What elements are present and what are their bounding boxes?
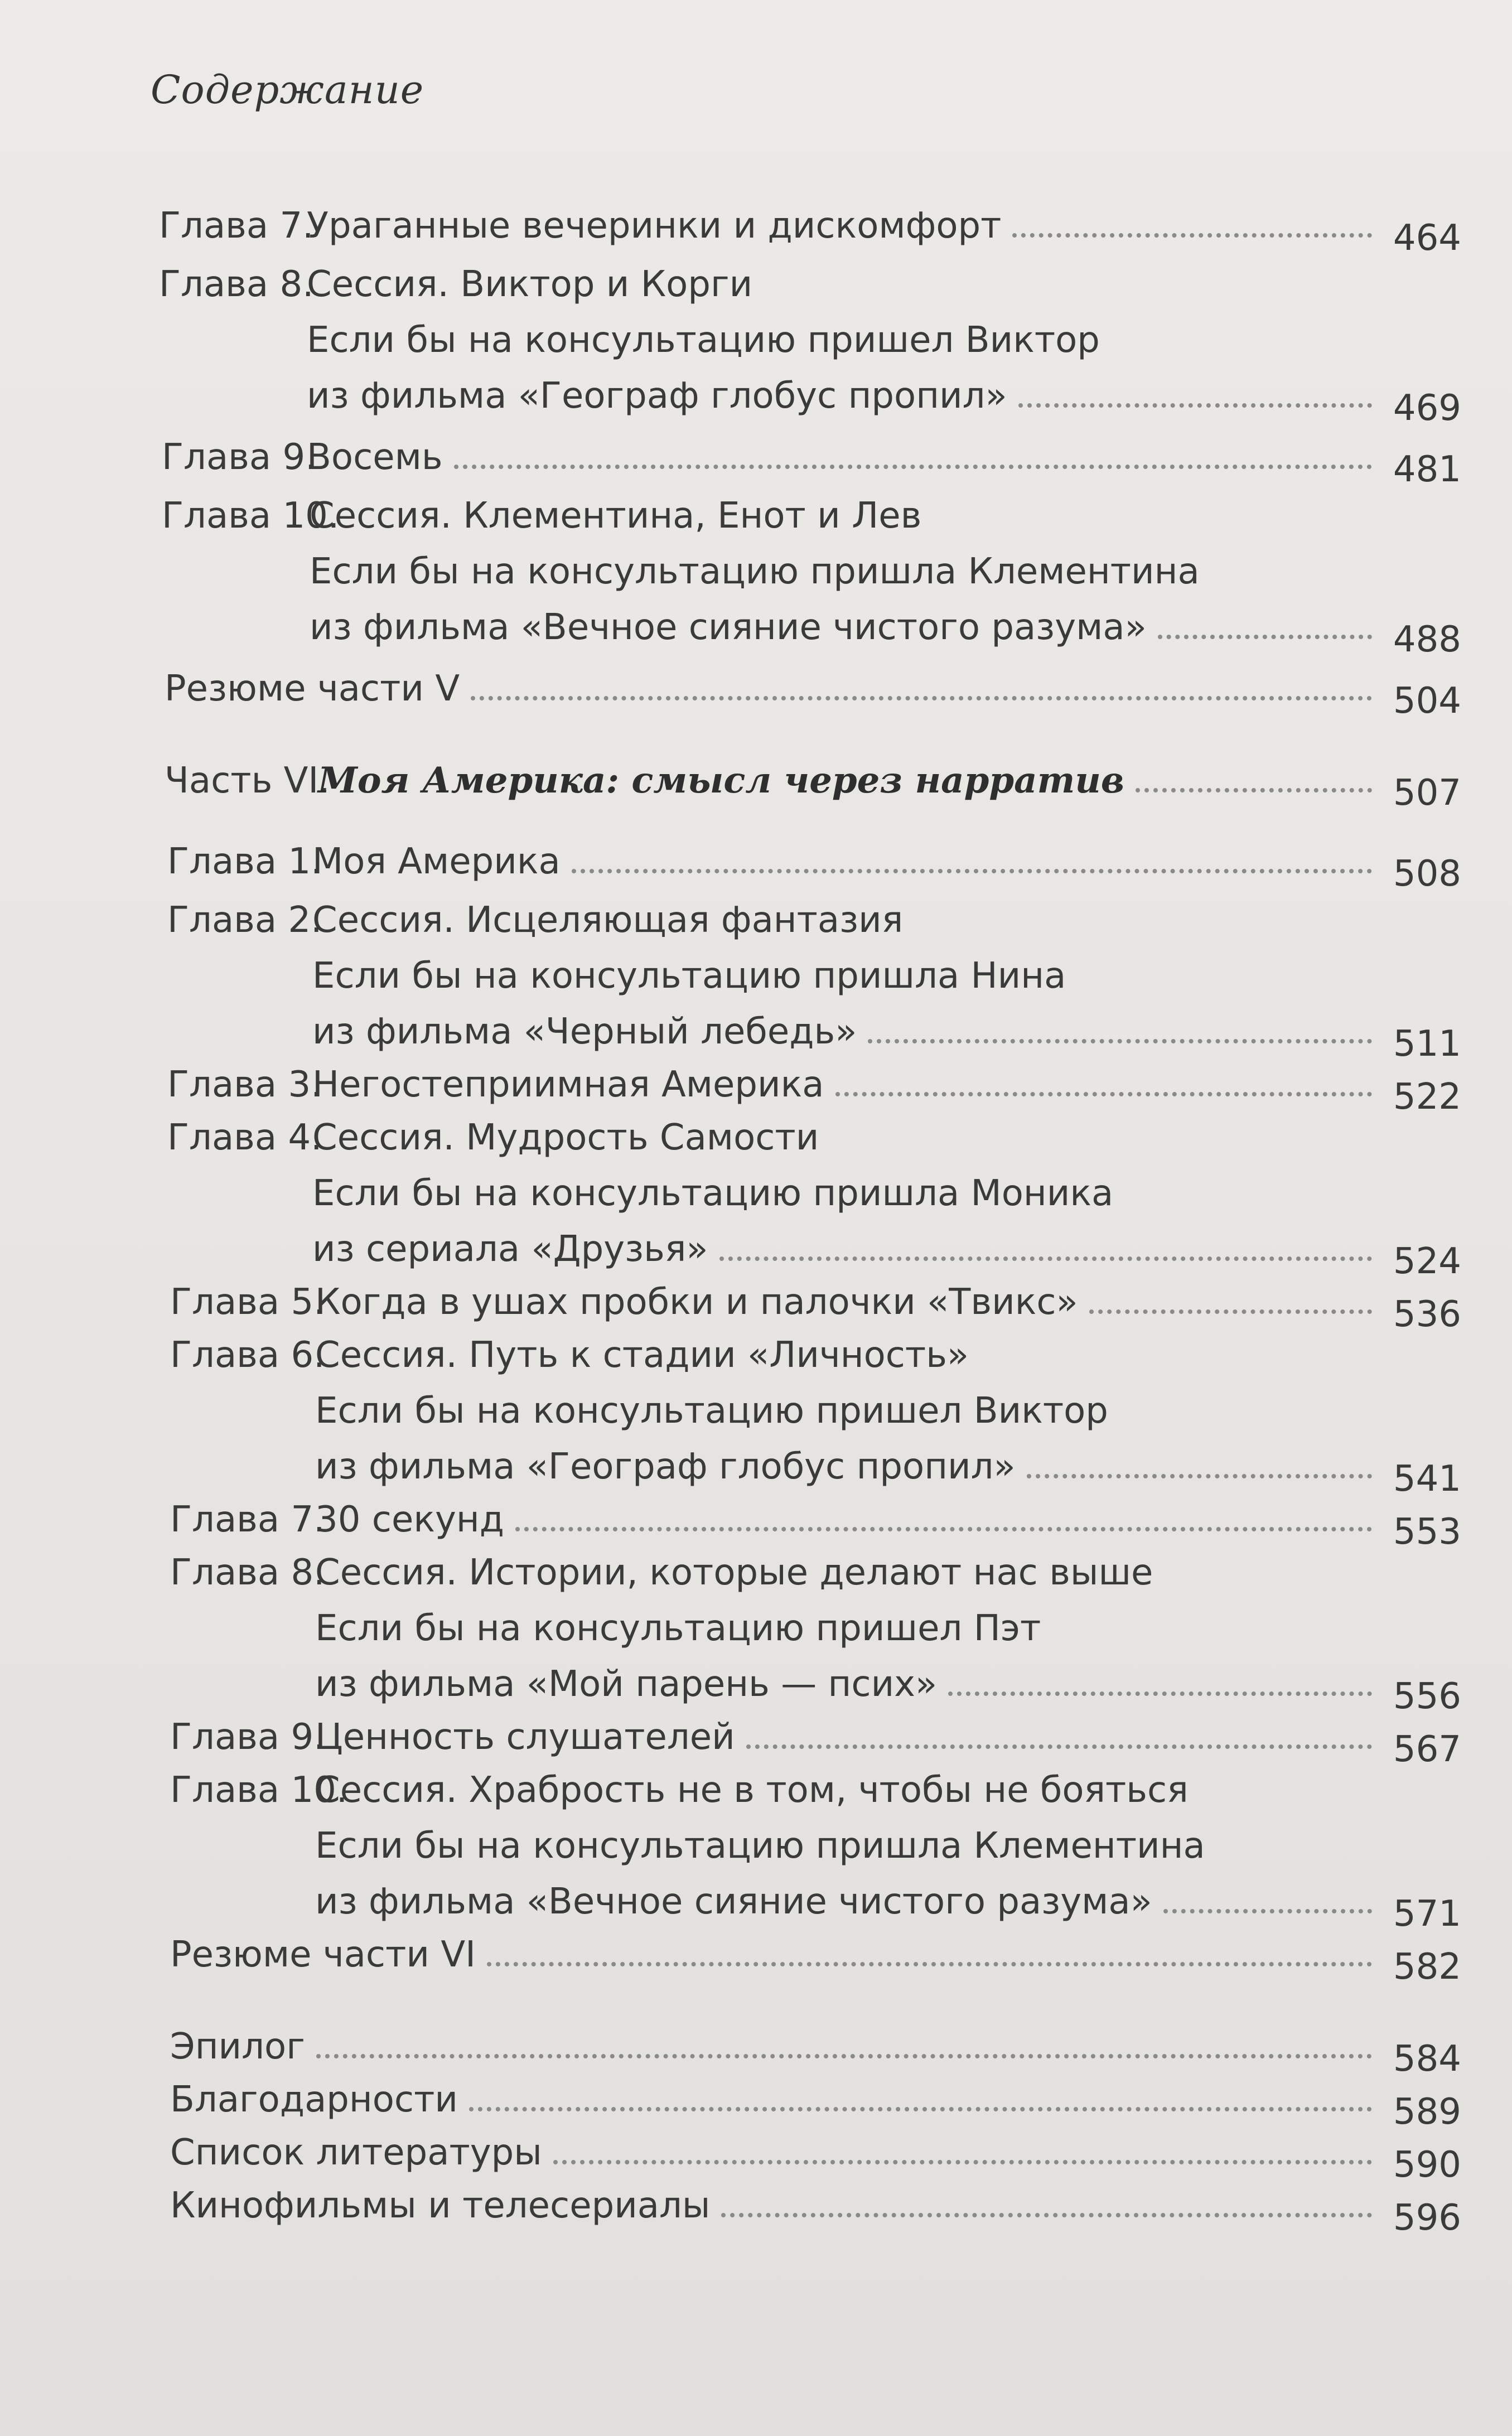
toc-entry-line[interactable] <box>0 432 1512 490</box>
entry-title: Если бы на консультацию пришла Клементина <box>315 1825 1205 1867</box>
entry-label-text: Глава 10. <box>162 495 340 536</box>
entry-label-text: Глава 8. <box>170 1552 325 1593</box>
entry-label-text: Глава 2. <box>167 900 322 941</box>
dot-leader <box>719 1256 1373 1261</box>
toc-entry-line[interactable] <box>0 547 1512 597</box>
entry-title: Если бы на консультацию пришла Клементина <box>310 551 1200 592</box>
entry-label-text: Глава 1. <box>167 841 322 882</box>
toc-entry-line[interactable] <box>0 1712 1512 1770</box>
entry-title: из фильма «Географ глобус пропил» <box>315 1446 1016 1487</box>
page-number: 524 <box>1393 1241 1461 1282</box>
toc-entry-line[interactable] <box>0 895 1512 945</box>
dot-leader <box>1012 233 1372 238</box>
entry-title: Ураганные вечеринки и дискомфорт <box>307 205 1002 246</box>
dot-leader <box>316 2054 1372 2058</box>
toc-entry-line[interactable] <box>0 315 1512 365</box>
page-number: 596 <box>1393 2197 1461 2239</box>
toc-entry-line[interactable] <box>0 1930 1512 1988</box>
toc-entry-line[interactable] <box>0 1765 1512 1815</box>
toc-entry-line[interactable] <box>0 2128 1512 2186</box>
entry-title: Восемь <box>307 437 443 478</box>
page-number: 541 <box>1393 1458 1461 1500</box>
page-number: 522 <box>1393 1076 1461 1118</box>
dot-leader <box>553 2160 1372 2164</box>
toc-entry-line[interactable] <box>0 2022 1512 2080</box>
page-number: 504 <box>1393 680 1461 722</box>
entry-label-text: Глава 7. <box>159 205 314 246</box>
entry-title: Кинофильмы и телесериалы <box>170 2185 711 2226</box>
entry-label-text: Глава 5. <box>170 1282 325 1323</box>
toc-entry-line[interactable] <box>0 1330 1512 1380</box>
toc-entry-line[interactable] <box>0 2075 1512 2133</box>
toc-entry-line[interactable] <box>0 201 1512 259</box>
entry-title: из фильма «Вечное сияние чистого разума» <box>310 607 1147 648</box>
page-number: 536 <box>1393 1294 1461 1335</box>
page-number: 507 <box>1393 772 1461 814</box>
entry-title: Если бы на консультацию пришла Моника <box>312 1173 1114 1214</box>
dot-leader <box>454 465 1372 469</box>
toc-entry-line[interactable] <box>0 951 1512 1001</box>
toc-entry-line[interactable] <box>0 664 1512 722</box>
entry-title: Сессия. Храбрость не в том, чтобы не бояться <box>315 1770 1189 1811</box>
entry-title: Если бы на консультацию пришел Виктор <box>315 1390 1108 1432</box>
entry-label-text: Глава 4. <box>167 1117 322 1158</box>
toc-entry-line[interactable] <box>0 1224 1512 1282</box>
entry-title: Благодарности <box>170 2079 458 2120</box>
page-header: Содержание <box>151 67 424 113</box>
entry-title: из фильма «Черный лебедь» <box>312 1011 857 1052</box>
toc-entry-line[interactable] <box>0 1548 1512 1598</box>
page-number: 556 <box>1393 1676 1461 1717</box>
entry-title: Резюме части VI <box>170 1934 476 1975</box>
toc-entry-line[interactable] <box>0 1495 1512 1553</box>
toc-entry-line[interactable] <box>0 1659 1512 1717</box>
toc-entry-line[interactable] <box>0 1277 1512 1335</box>
dot-leader <box>515 1527 1372 1531</box>
page-number: 488 <box>1393 619 1461 660</box>
entry-title: Сессия. Истории, которые делают нас выше <box>315 1552 1153 1593</box>
toc-entry-line[interactable] <box>0 1603 1512 1654</box>
page-number: 582 <box>1393 1946 1461 1988</box>
page-number: 511 <box>1393 1023 1461 1065</box>
entry-title: Эпилог <box>170 2026 305 2067</box>
toc-entry-line[interactable] <box>0 491 1512 541</box>
entry-title: Если бы на консультацию пришел Виктор <box>307 320 1100 361</box>
page-number: 464 <box>1393 218 1461 259</box>
entry-title: Если бы на консультацию пришел Пэт <box>315 1608 1041 1649</box>
entry-title: из фильма «Мой парень — псих» <box>315 1664 938 1705</box>
entry-title: Когда в ушах пробки и палочки «Твикс» <box>315 1282 1078 1323</box>
dot-leader <box>1027 1474 1372 1478</box>
toc-entry-line[interactable] <box>0 1386 1512 1436</box>
dot-leader <box>868 1039 1372 1043</box>
dot-leader <box>487 1962 1372 1966</box>
page-number: 590 <box>1393 2144 1461 2186</box>
entry-label-text: Глава 3. <box>167 1064 322 1105</box>
dot-leader <box>471 696 1372 700</box>
entry-title: Если бы на консультацию пришла Нина <box>312 955 1066 997</box>
entry-title: Сессия. Клементина, Енот и Лев <box>310 495 922 536</box>
dot-leader <box>469 2107 1372 2111</box>
page-number: 469 <box>1393 388 1461 429</box>
entry-label-text: Глава 9. <box>170 1717 325 1758</box>
entry-title: 30 секунд <box>315 1499 504 1540</box>
toc-entry-line[interactable] <box>0 1168 1512 1219</box>
entry-title: Список литературы <box>170 2132 542 2173</box>
dot-leader <box>835 1092 1373 1096</box>
dot-leader <box>721 2213 1372 2217</box>
entry-title: Ценность слушателей <box>315 1717 735 1758</box>
entry-title: Моя Америка: смысл через нарратив <box>318 760 1124 801</box>
toc-entry-line[interactable] <box>0 602 1512 660</box>
dot-leader <box>1158 635 1372 639</box>
toc-entry-line[interactable] <box>0 1060 1512 1118</box>
entry-label-text: Глава 7. <box>170 1499 325 1540</box>
toc-entry-line[interactable] <box>0 1442 1512 1500</box>
entry-title: Сессия. Мудрость Самости <box>312 1117 819 1158</box>
dot-leader <box>1163 1909 1372 1913</box>
entry-label-text: Глава 10. <box>170 1770 348 1811</box>
toc-entry-line[interactable] <box>0 2181 1512 2239</box>
page-number: 508 <box>1393 853 1461 895</box>
page-number: 571 <box>1393 1893 1461 1935</box>
dot-leader <box>746 1744 1372 1749</box>
entry-title: Негостеприимная Америка <box>312 1064 824 1105</box>
entry-title: Сессия. Исцеляющая фантазия <box>312 900 904 941</box>
entry-title: Сессия. Путь к стадии «Личность» <box>315 1335 969 1376</box>
entry-label-text: Часть VI. <box>165 760 330 801</box>
entry-title: из сериала «Друзья» <box>312 1229 708 1270</box>
toc-entry-line[interactable] <box>0 259 1512 310</box>
dot-leader <box>1136 788 1372 792</box>
entry-title: из фильма «Вечное сияние чистого разума» <box>315 1881 1152 1922</box>
page-number: 567 <box>1393 1729 1461 1770</box>
toc-entry-line[interactable] <box>0 1877 1512 1935</box>
dot-leader <box>948 1691 1372 1696</box>
entry-title: Моя Америка <box>312 841 561 882</box>
entry-title: Сессия. Виктор и Корги <box>307 264 753 305</box>
page-number: 584 <box>1393 2038 1461 2080</box>
dot-leader <box>572 869 1372 873</box>
dot-leader <box>1018 403 1372 408</box>
entry-title: из фильма «Географ глобус пропил» <box>307 375 1007 417</box>
page-number: 553 <box>1393 1511 1461 1553</box>
page-number: 481 <box>1393 449 1461 490</box>
toc-entry-line[interactable] <box>0 1113 1512 1163</box>
dot-leader <box>1089 1309 1372 1314</box>
toc-entry-line[interactable] <box>0 1007 1512 1065</box>
toc-entry-line[interactable] <box>0 756 1512 814</box>
toc-entry-line[interactable] <box>0 371 1512 429</box>
entry-label-text: Глава 8. <box>159 264 314 305</box>
toc-entry-line[interactable] <box>0 837 1512 895</box>
page-number: 589 <box>1393 2091 1461 2133</box>
entry-title: Резюме части V <box>165 668 460 709</box>
entry-label-text: Глава 6. <box>170 1335 325 1376</box>
entry-label-text: Глава 9. <box>162 437 317 478</box>
toc-entry-line[interactable] <box>0 1821 1512 1871</box>
